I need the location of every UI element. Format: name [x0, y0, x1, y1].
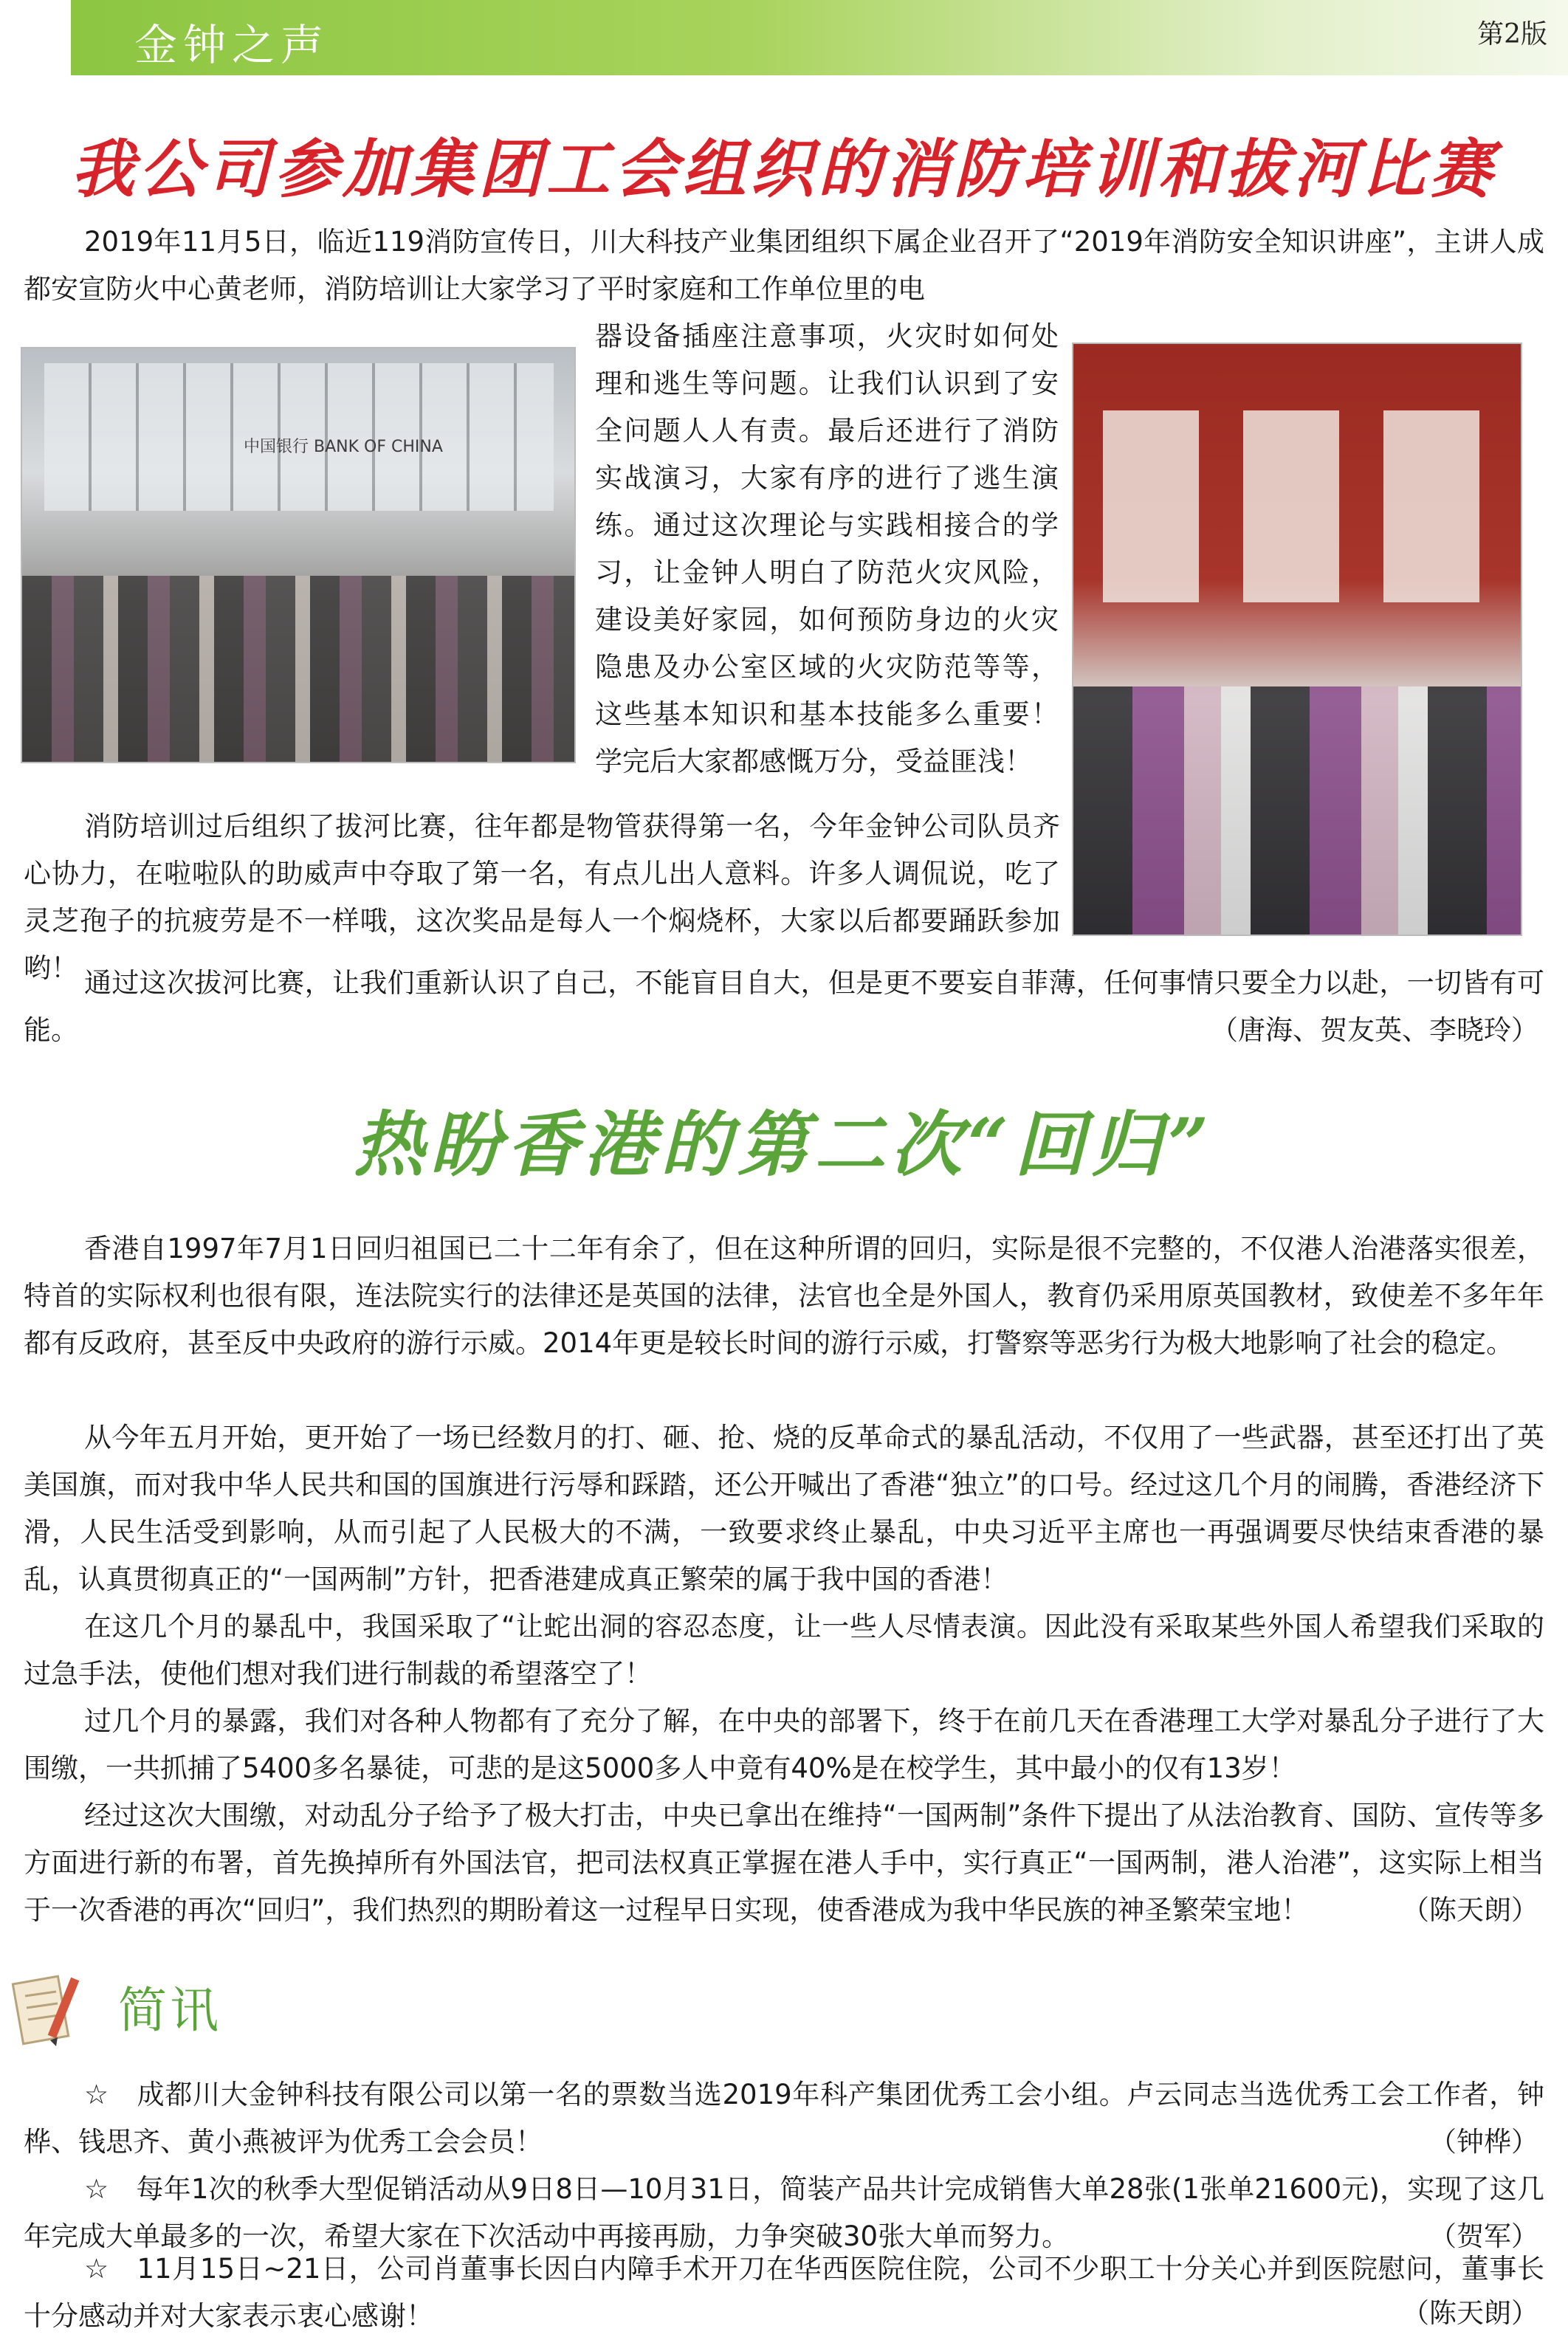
brief-item-2-signature: （贺军） [1429, 2220, 1538, 2252]
brief-item-1: ☆ 成都川大金钟科技有限公司以第一名的票数当选2019年科产集团优秀工会小组。卢云同志当选优秀工会工作者，钟桦、钱思齐、黄小燕被评为优秀工会会员！ [24, 2079, 1544, 2158]
article2-paragraph-3: 在这几个月的暴乱中，我国采取了“让蛇出洞的容忍态度，让一些人尽情表演。因此没有采取某些外国人希望我们采取的过急手法，使他们想对我们进行制裁的希望落空了！ [24, 1611, 1544, 1690]
article1-paragraph-2: 消防培训过后组织了拔河比赛，往年都是物管获得第一名，今年金钟公司队员齐心协力，在啦啦队的助威声中夺取了第一名，有点儿出人意料。许多人调侃说，吃了灵芝孢子的抗疲劳是不一样哦，这次奖品是每人一个焖烧杯，大家以后都要踊跃参加哟！ [24, 811, 1060, 984]
seated-audience [1073, 686, 1521, 935]
brief-item-1-signature: （钟桦） [1429, 2126, 1538, 2158]
wall-panel [1383, 410, 1479, 602]
article2-paragraph-5: 经过这次大围缴，对动乱分子给予了极大打击，中央已拿出在维持“一国两制”条件下提出了从法治教育、国防、宣传等多方面进行新的布署，首先换掉所有外国法官，把司法权真正掌握在港人手中，实行真正“一国两制，港人治港”，这实际上相当于一次香港的再次“回归”，我们热烈的期盼着这一过程早日实现，使香港成为我中华民族的神圣繁荣宝地！ [24, 1800, 1544, 1926]
article1-paragraph-1-top: 2019年11月5日，临近119消防宣传日，川大科技产业集团组织下属企业召开了“2019年消防安全知识讲座”，主讲人成都安宣防火中心黄老师，消防培训让大家学习了平时家庭和工作单位里的电 [24, 226, 1544, 305]
tug-of-war-crowd [22, 576, 574, 762]
article1-paragraph-1-middle: 器设备插座注意事项，火灾时如何处理和逃生等问题。让我们认识到了安全问题人人有责。最后还进行了消防实战演习，大家有序的进行了逃生演练。通过这次理论与实践相接合的学习，让金钟人明白了防范火灾风险，建设美好家园，如何预防身边的火灾隐患及办公室区域的火灾防范等等，这些基本知识和基本技能多么重要！学完后大家都感慨万分，受益匪浅！ [595, 320, 1059, 777]
article2-paragraph-2: 从今年五月开始，更开始了一场已经数月的打、砸、抢、烧的反革命式的暴乱活动，不仅用了一些武器，甚至还打出了英美国旗，而对我中华人民共和国的国旗进行污辱和踩踏，还公开喊出了香港“独立”的口号。经过这几个月的闹腾，香港经济下滑，人民生活受到影响，从而引起了人民极大的不满，一致要求终止暴乱，中央习近平主席也一再强调要尽快结束香港的暴乱，认真贯彻真正的“一国两制”方针，把香港建成真正繁荣的属于我中国的香港！ [24, 1422, 1544, 1595]
article1-paragraph-3: 通过这次拔河比赛，让我们重新认识了自己，不能盲目自大，但是更不要妄自菲薄，任何事情只要全力以赴，一切皆有可能。 [24, 967, 1544, 1046]
article2-signature: （陈天朗） [1402, 1894, 1538, 1926]
fire-training-audience-photo [1072, 343, 1522, 936]
edition-label: 第2版 [1477, 19, 1547, 49]
article2-headline: 热盼香港的第二次“回归” [353, 1103, 1215, 1186]
brief-item-3-signature: （陈天朗） [1402, 2297, 1538, 2329]
article2-paragraph-4: 过几个月的暴露，我们对各种人物都有了充分了解，在中央的部署下，终于在前几天在香港理工大学对暴乱分子进行了大围缴，一共抓捕了5400多名暴徒，可悲的是这5000多人中竟有40%是在校学生，其中最小的仅有13岁！ [24, 1705, 1544, 1784]
brief-item-2: ☆ 每年1次的秋季大型促销活动从9日8日—10月31日，简装产品共计完成销售大单28张(1张单21600元)，实现了这几年完成大单最多的一次，希望大家在下次活动中再接再励，力争突破30张大单而努力。 [24, 2173, 1544, 2252]
newspaper-title: 金钟之声 [134, 20, 330, 70]
article1-signature: （唐海、贺友英、李晓玲） [1211, 1014, 1538, 1046]
notebook-pen-icon [7, 1969, 96, 2051]
header-band [71, 0, 1568, 75]
bank-sign: 中国银行 BANK OF CHINA [244, 438, 443, 456]
wall-panel [1243, 410, 1339, 602]
briefs-section-title: 简讯 [118, 1982, 221, 2039]
tug-of-war-photo [21, 347, 576, 763]
brief-item-3: ☆ 11月15日~21日，公司肖董事长因白内障手术开刀在华西医院住院，公司不少职工十分关心并到医院慰问，董事长十分感动并对大家表示衷心感谢！ [24, 2253, 1544, 2332]
article2-paragraph-1: 香港自1997年7月1日回归祖国已二十二年有余了，但在这种所谓的回归，实际是很不完整的，不仅港人治港落实很差，特首的实际权利也很有限，连法院实行的法律还是英国的法律，法官也全是外国人，教育仍采用原英国教材，致使差不多年年都有反政府，甚至反中央政府的游行示威。2014年更是较长时间的游行示威，打警察等恶劣行为极大地影响了社会的稳定。 [24, 1233, 1544, 1359]
article1-headline: 我公司参加集团工会组织的消防培训和拔河比赛 [71, 132, 1497, 207]
wall-panel [1103, 410, 1199, 602]
